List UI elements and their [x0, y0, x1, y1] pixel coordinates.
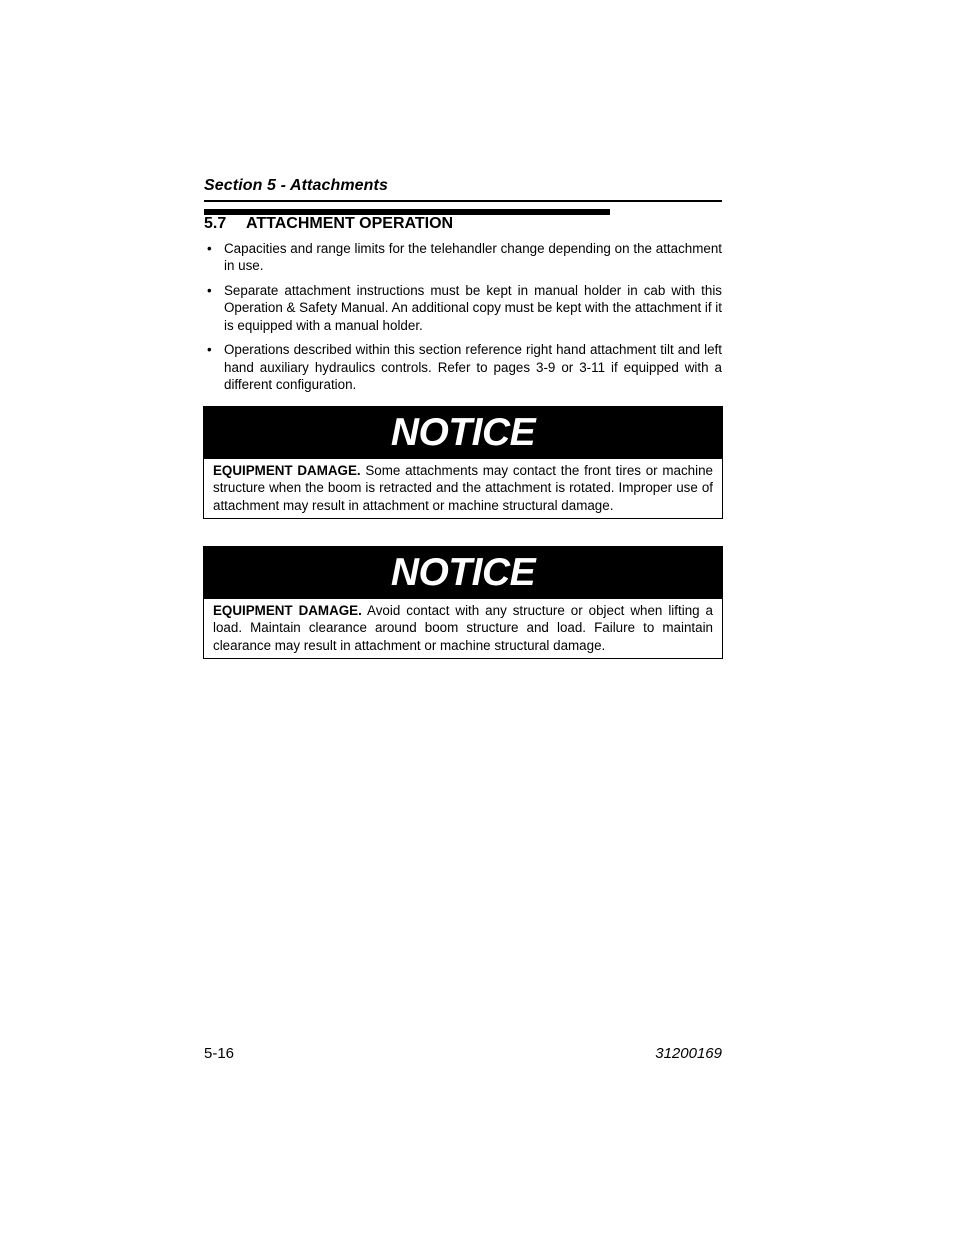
notice-lead: EQUIPMENT DAMAGE.: [213, 463, 361, 478]
notice-banner: NOTICE: [204, 547, 722, 599]
notice-box-attachment-contact: [203, 406, 723, 519]
notice-body: [204, 459, 722, 518]
notice-box-structure-contact: [203, 546, 723, 659]
page-number: 5-16: [204, 1045, 235, 1062]
bullet-text: Capacities and range limits for the telehandler change depending on the attachment in use.: [224, 241, 722, 274]
header-rule: [204, 200, 722, 202]
notice-text: Avoid contact with any structure or object when lifting a load. Maintain clearance around boom structure and load. Failure to maintain clearance may result in attachment or machine structural damage.: [213, 603, 713, 653]
notice-text: Some attachments may contact the front tires or machine structure when the boom is retracted and the attachment is rotated. Improper use of attachment may result in attachment or machine structural damage.: [213, 463, 713, 513]
bullet-marker: •: [207, 241, 212, 256]
bullet-item: [204, 282, 722, 334]
notice-banner: NOTICE: [204, 407, 722, 459]
bullet-text: Separate attachment instructions must be kept in manual holder in cab with this Operation & Safety Manual. An additional copy must be kept with the attachment if it is equipped with a manual holder.: [224, 283, 722, 333]
bullet-marker: •: [207, 283, 212, 299]
section-heading: [204, 215, 453, 233]
section-title: ATTACHMENT OPERATION: [246, 215, 454, 232]
bullet-item: [204, 240, 722, 275]
section-number: 5.7: [204, 215, 227, 232]
bullet-text: Operations described within this section reference right hand attachment tilt and left hand auxiliary hydraulics controls. Refer to pages 3-9 or 3-11 if equipped with a different configuration.: [224, 342, 722, 393]
bullet-item: [204, 341, 722, 393]
notice-body: [204, 599, 722, 658]
document-number: 31200169: [655, 1045, 722, 1062]
bullet-marker: •: [207, 342, 212, 358]
bullet-list: [204, 240, 722, 401]
notice-lead: EQUIPMENT DAMAGE.: [213, 603, 362, 618]
running-header-title: Section 5 - Attachments: [204, 177, 388, 194]
